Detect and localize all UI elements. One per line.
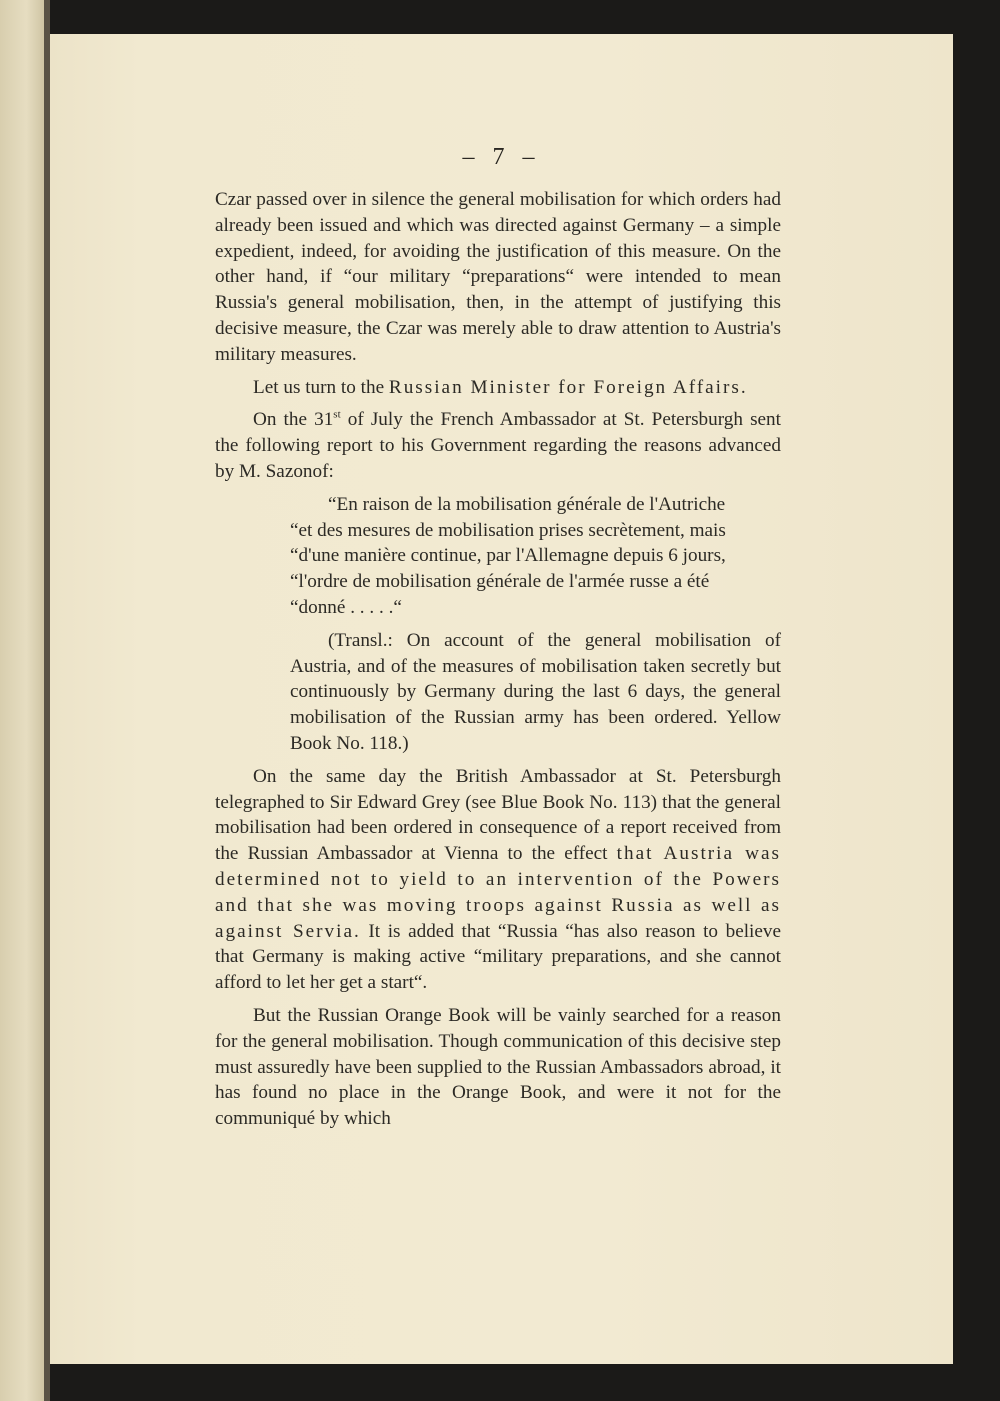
ordinal-suffix: st	[333, 408, 341, 421]
paragraph-5-emphasis: that Austria was determined not to yield to an intervention of the Powers and that she was moving troops against Russia as well as against Servia.	[215, 843, 782, 942]
adjacent-page-edge	[0, 0, 44, 1401]
quote-line: “donné . . . . .“	[290, 596, 402, 618]
paragraph-2-emphasis: Russian Minister for Foreign Affairs.	[388, 376, 748, 398]
quote-line: “l'ordre de mobilisation générale de l'armée russe a été	[290, 571, 710, 593]
paragraph-5	[215, 764, 781, 996]
paragraph-6: But the Russian Orange Book will be vainly searched for a reason for the general mobilisation. Though communication of this decisive step must assuredly have been supplied to the Russian Ambassadors abroad, it has found no place in the Orange Book, and were it not for the communiqué by which	[215, 1004, 781, 1130]
paragraph-2	[215, 375, 781, 401]
paragraph-3-rest: of July the French Ambassador at St. Petersburgh sent the following report to his Government regarding the reasons advanced by M. Sazonof:	[215, 409, 781, 482]
paragraph-2-lead: Let us turn to the	[253, 376, 389, 398]
quote-line: “d'une manière continue, par l'Allemagne depuis 6 jours,	[290, 545, 726, 567]
page-number: – 7 –	[462, 144, 541, 170]
quote-line: “En raison de la mobilisation générale de l'Autriche	[328, 493, 726, 515]
paragraph-5-lead: On the same day the British Ambassador at St. Petersburgh telegraphed to Sir Edward Grey (see Blue Book No. 113) that the general mobilisation had been ordered in consequence of a report received from the Russian Ambassador at Vienna to the effect	[215, 765, 781, 865]
paragraph-1: Czar passed over in silence the general mobilisation for which orders had already been issued and which was directed against Germany – a simple expedient, indeed, for avoiding the justification of this measure. On the other hand, if “our military “preparations“ were intended to mean Russia's general mobilisation, then, in the attempt of justifying this decisive measure, the Czar was merely able to draw attention to Austria's military measures.	[215, 189, 781, 365]
paragraph-3	[215, 407, 781, 484]
paragraph-3-lead: On the 31	[253, 409, 334, 431]
quote-line: “et des mesures de mobilisation prises secrètement, mais	[290, 519, 726, 541]
document-page	[50, 34, 953, 1364]
paragraph-5-rest: It is added that “Russia “has also reason to believe that Germany is making active “military preparations, and she cannot afford to let her get a start“.	[215, 920, 781, 994]
french-quote	[290, 492, 781, 621]
translation: (Transl.: On account of the general mobilisation of Austria, and of the measures of mobilisation taken secretly but continuously by Germany during the last 6 days, the general mobilisation of the Russian army has been ordered. Yellow Book No. 118.)	[290, 629, 781, 754]
page-body	[215, 187, 781, 1139]
